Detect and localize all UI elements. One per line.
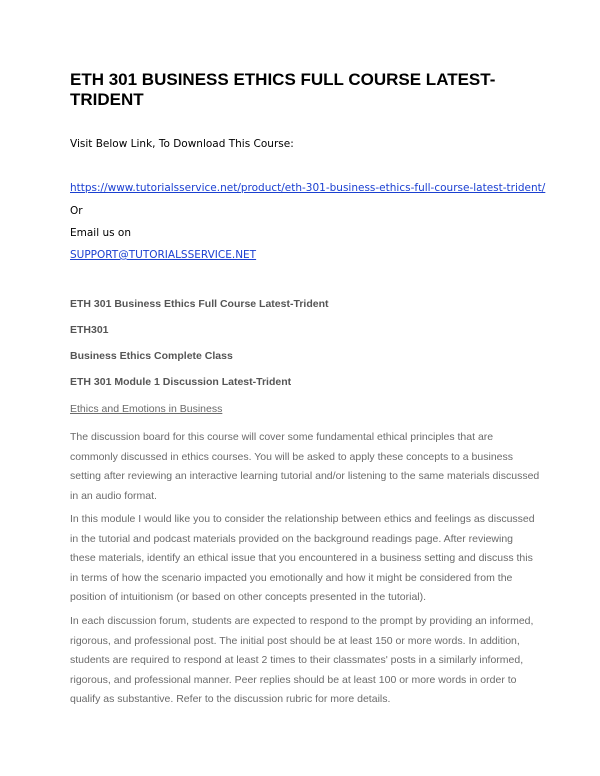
topic-link[interactable]: Ethics and Emotions in Business	[70, 403, 223, 415]
course-code-heading: ETH301	[70, 324, 109, 336]
module-heading: ETH 301 Module 1 Discussion Latest-Trident	[70, 376, 292, 388]
class-heading: Business Ethics Complete Class	[70, 350, 233, 362]
visit-text: Visit Below Link, To Download This Course:	[70, 138, 294, 150]
email-text: Email us on	[70, 227, 132, 239]
course-link[interactable]: https://www.tutorialsservice.net/product/eth-301-business-ethics-full-course-latest-trident/	[70, 182, 546, 194]
or-text: Or	[70, 205, 83, 217]
support-email-link[interactable]: SUPPORT@TUTORIALSSERVICE.NET	[70, 249, 257, 261]
paragraph-1: The discussion board for this course will cover some fundamental ethical principles that are commonly discussed in ethics courses. You will be asked to apply these concepts to a business setting after reviewing an interactive learning tutorial and/or listening to the same materials discussed in an audio format.	[70, 431, 540, 502]
document-title: ETH 301 BUSINESS ETHICS FULL COURSE LATEST-TRIDENT	[70, 70, 496, 109]
paragraph-3: In each discussion forum, students are expected to respond to the prompt by providing an informed, rigorous, and professional post. The initial post should be at least 150 or more words. In addition, students are required to respond at least 2 times to their classmates' posts in a similarly informed, rigorous, and professional manner. Peer replies should be at least 100 or more words in order to qualify as substantive. Refer to the discussion rubric for more details.	[70, 615, 534, 705]
paragraph-2: In this module I would like you to consider the relationship between ethics and feelings as discussed in the tutorial and podcast materials provided on the background readings page. After reviewing these materials, identify an ethical issue that you encountered in a business setting and discuss this in terms of how the scenario impacted you emotionally and how it might be considered from the position of intuitionism (or based on other concepts presented in the tutorial).	[70, 513, 535, 603]
course-name-heading: ETH 301 Business Ethics Full Course Latest-Trident	[70, 298, 329, 310]
support-email-line	[70, 249, 256, 261]
course-link-line	[70, 182, 545, 194]
